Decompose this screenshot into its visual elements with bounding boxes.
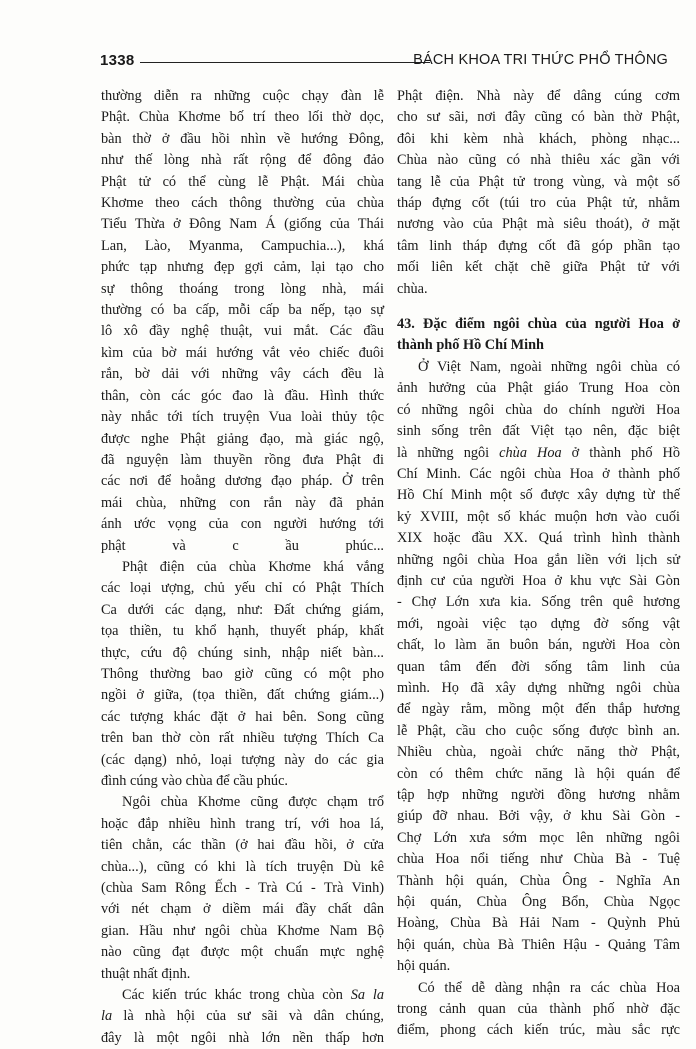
header-rule xyxy=(140,62,430,63)
text-line xyxy=(101,985,384,1006)
text-line: trên ban thờ còn rất nhiều tượng Thích Ca xyxy=(101,730,384,747)
text-line: mái chùa, những con rắn này đã phản xyxy=(101,494,384,511)
text-run: Các kiến trúc khác trong chùa còn xyxy=(122,987,351,1004)
paragraph xyxy=(101,792,384,985)
text-line: sinh sống trên đất Việt tạo nên, đặc biệt xyxy=(397,423,680,440)
text-line: Ngôi chùa Khơme cũng được chạm trổ xyxy=(122,794,384,811)
paragraph xyxy=(101,557,384,792)
text-line: mình. Họ đã xây dựng những ngôi chùa xyxy=(397,679,680,696)
text-line: (chùa Sam Rông Ếch - Trà Cú - Trà Vinh) xyxy=(101,880,384,897)
text-line: được nghe Phật giảng đạo, mà giác ngộ, xyxy=(101,430,384,447)
left-column xyxy=(101,86,384,1049)
text-line: ngồi ở giữa, (tọa thiền, đất chứng giám...) xyxy=(101,687,384,704)
text-line: Phật điện của chùa Khơme khá vắng xyxy=(122,558,384,575)
text-line: Nhiều chùa, ngoài chức năng thờ Phật, xyxy=(397,744,680,761)
text-line: Hoàng, Chùa Bà Hải Nam - Quỳnh Phủ xyxy=(397,915,680,932)
text-line: đôi khi kèm nhà khách, phòng nhạc... xyxy=(397,130,680,147)
text-line: các nơi để hoằng dương đạo pháp. Ở trên xyxy=(101,473,384,490)
text-line: tập hợp những người đồng hương nhằm xyxy=(397,787,680,803)
text-line: kìm của bờ mái hướng vắt vẻo chiếc đuôi xyxy=(101,344,384,361)
right-column xyxy=(397,86,680,1042)
text-line: mối liên kết chặt chẽ giữa Phật tử với xyxy=(397,259,680,276)
text-line: Chùa nào cũng có nhà thiêu xác gần với xyxy=(397,152,680,169)
text-line: phật và c ầu phúc... xyxy=(101,537,384,554)
text-line: nào cũng đạt được một chuẩn mực nghệ xyxy=(101,944,384,961)
text-line: tang lễ của Phật tử trong vùng, và một số xyxy=(397,173,680,190)
text-line: Phật tử có thể cùng lễ Phật. Mái chùa xyxy=(101,173,384,190)
text-line: có những ngôi chùa do chính người Hoa xyxy=(397,401,680,418)
text-line: còn có thêm chức năng là hội quán để xyxy=(397,765,680,782)
text-line: mới, ngoài việc tạo dựng đờ sống vật xyxy=(397,615,680,632)
text-line: đã nguyện làm thuyền rồng đưa Phật đi xyxy=(101,451,384,468)
text-run: là những ngôi xyxy=(397,444,500,461)
text-line: thường diễn ra những cuộc chạy đàn lễ xyxy=(101,88,384,104)
paragraph xyxy=(397,357,680,978)
text-line: đình cúng vào chùa để cầu phúc. xyxy=(101,773,288,789)
text-line: hội quán, chùa Bà Thiên Hậu - Quảng Tâm xyxy=(397,936,680,953)
text-line: chùa. xyxy=(397,280,428,297)
text-line: lễ Phật, cầu cho cuộc sống được bình an. xyxy=(397,722,680,739)
text-line: Ở Việt Nam, ngoài những ngôi chùa có xyxy=(418,358,680,375)
italic-term: Sa la xyxy=(350,987,384,1004)
book-title: BÁCH KHOA TRI THỨC PHỔ THÔNG xyxy=(413,52,668,68)
text-line: Lan, Lào, Myanma, Campuchia...), khá xyxy=(101,237,384,254)
text-line: tọa thiền, tu khổ hạnh, thuyết pháp, khất xyxy=(101,623,384,640)
text-line: tiên chằn, các thần (ở hai đầu hồi, ở cửa xyxy=(101,837,384,854)
paragraph xyxy=(397,86,680,300)
text-line: hoặc đắp nhiều hình trang trí, với hoa lá, xyxy=(101,815,384,832)
text-line: lô xô đầy nghệ thuật, vui mắt. Các đầu xyxy=(101,323,384,340)
text-line: Thông thường bao giờ cũng có một pho xyxy=(101,665,384,682)
text-line: đây là một ngôi nhà lớn nền thấp hơn xyxy=(101,1029,384,1046)
text-line: định cư của người Hoa ở khu vực Sài Gòn xyxy=(397,572,680,589)
text-line: cho sư sãi, nơi đây cũng có bàn thờ Phật, xyxy=(397,109,680,126)
text-line: tâm linh tháp đựng cốt đã góp phần tạo xyxy=(397,237,680,254)
text-line: tháp đựng cốt (túi tro của Phật tử, nhằm xyxy=(397,195,680,212)
text-line: thường có ba cấp, mỗi cấp ba nếp, tạo sự xyxy=(101,302,384,319)
text-line: ảnh hưởng của Phật giáo Trung Hoa còn xyxy=(397,380,680,397)
paragraph xyxy=(101,86,384,557)
text-line: chùa Hoa nổi tiếng như Chùa Bà - Tuệ xyxy=(397,851,680,868)
text-line: chùa...), cũng có khi là tích truyện Dù kê xyxy=(101,858,384,875)
line-group xyxy=(397,464,680,978)
paragraph xyxy=(101,985,384,1049)
text-line: Chí Minh. Các ngôi chùa Hoa ở thành phố xyxy=(397,465,680,482)
text-line: Chợ Lớn xưa sớm mọc lên những ngôi xyxy=(397,829,680,846)
text-line: Thành hội quán, Chùa Ông - Nghĩa An xyxy=(397,872,680,889)
text-line xyxy=(397,443,680,464)
text-line: (các dạng) nhỏ, loại tượng này do các gia xyxy=(101,751,384,768)
text-line: này nhắc tới tích truyện Vua loài thủy tộc xyxy=(101,409,384,426)
paragraph xyxy=(397,978,680,1042)
text-line: các tượng khác đặt ở hai bên. Song cũng xyxy=(101,708,384,725)
text-line: chất, lo làm ăn buôn bán, người Hoa còn xyxy=(397,637,680,654)
text-line: gian. Hầu như ngôi chùa Khơme Nam Bộ xyxy=(101,922,384,939)
text-line: Phật. Chùa Khơme bố trí theo lối thờ dọc, xyxy=(101,109,384,126)
text-line: các loại ượng, chủ yếu chỉ có Phật Thích xyxy=(101,580,384,597)
text-line: thực, cứu độ chúng sinh, nhập niết bàn... xyxy=(101,644,384,661)
text-line: thành phố Hồ Chí Minh xyxy=(397,337,544,354)
text-line: kỷ XVIII, một số khác muộn hơn vào cuối xyxy=(397,508,680,525)
text-line: thân, còn các góc đao là đầu. Hình thức xyxy=(101,387,384,404)
text-line: điểm, phong cách kiến trúc, màu sắc rực xyxy=(397,1022,680,1039)
text-line: hội quán. xyxy=(397,958,451,975)
text-line: trong cảnh quan của thành phố nhờ đặc xyxy=(397,1001,680,1018)
text-line: Có thể dễ dàng nhận ra các chùa Hoa xyxy=(418,979,680,996)
section-heading xyxy=(397,314,680,357)
text-line: bàn thờ ở đầu hồi nhìn về hướng Đông, xyxy=(101,130,384,147)
text-line: XIX hoặc đầu XX. Quá trình hình thành xyxy=(397,530,680,547)
text-line: thuật nhất định. xyxy=(101,965,191,982)
text-line: Phật điện. Nhà này để dâng cúng cơm xyxy=(397,88,680,104)
text-line: Khơme theo cách thông thường của chùa xyxy=(101,195,384,212)
page-number: 1338 xyxy=(100,52,135,69)
text-line xyxy=(101,1006,384,1027)
text-line: phức tạp nhưng đẹp gợi cảm, lại tạo cho xyxy=(101,259,384,276)
text-line: với nét chạm ở diềm mái đầy chất dân xyxy=(101,901,384,918)
text-line: giúp đỡ nhau. Bởi vậy, ở khu Sài Gòn - xyxy=(397,808,680,825)
text-line: những ngôi chùa Hoa gắn liền với lịch sử xyxy=(397,551,680,568)
text-line: 43. Đặc điểm ngôi chùa của người Hoa ở xyxy=(397,316,680,333)
text-line: Hồ Chí Minh một số được xây dựng từ thế xyxy=(397,487,680,504)
italic-term: la xyxy=(101,1008,113,1025)
text-line: quan tâm đến đời sống tâm linh của xyxy=(397,658,680,675)
text-line: như thế lòng nhà rất rộng để đông đảo xyxy=(101,152,384,169)
text-line: hội quán, Chùa Ông Bổn, Chùa Ngọc xyxy=(397,894,680,911)
italic-term: chùa Hoa xyxy=(499,444,562,461)
text-line: ánh ước vọng của con người hướng tới xyxy=(101,516,384,533)
text-run: là nhà hội của sư sãi và dân chúng, xyxy=(112,1008,384,1025)
text-line: sự thông thoáng trong lòng nhà, mái xyxy=(101,280,384,297)
text-line: - Chợ Lớn xưa kia. Sống trên quê hương xyxy=(397,594,680,611)
text-line: để ngày rằm, mồng một đến thắp hương xyxy=(397,701,680,718)
text-line: Ca dưới các dạng, như: Đất chứng giám, xyxy=(101,601,384,618)
text-line: Tiểu Thừa ở Đông Nam Á (giống của Thái xyxy=(101,216,384,233)
text-line: rắn, bờ dải với những vây cách đều là xyxy=(101,366,384,383)
running-header xyxy=(100,52,668,74)
text-run: ở thành phố Hồ xyxy=(561,444,680,461)
text-line: nương vào của Phật mà siêu thoát), ở mặt xyxy=(397,216,680,233)
